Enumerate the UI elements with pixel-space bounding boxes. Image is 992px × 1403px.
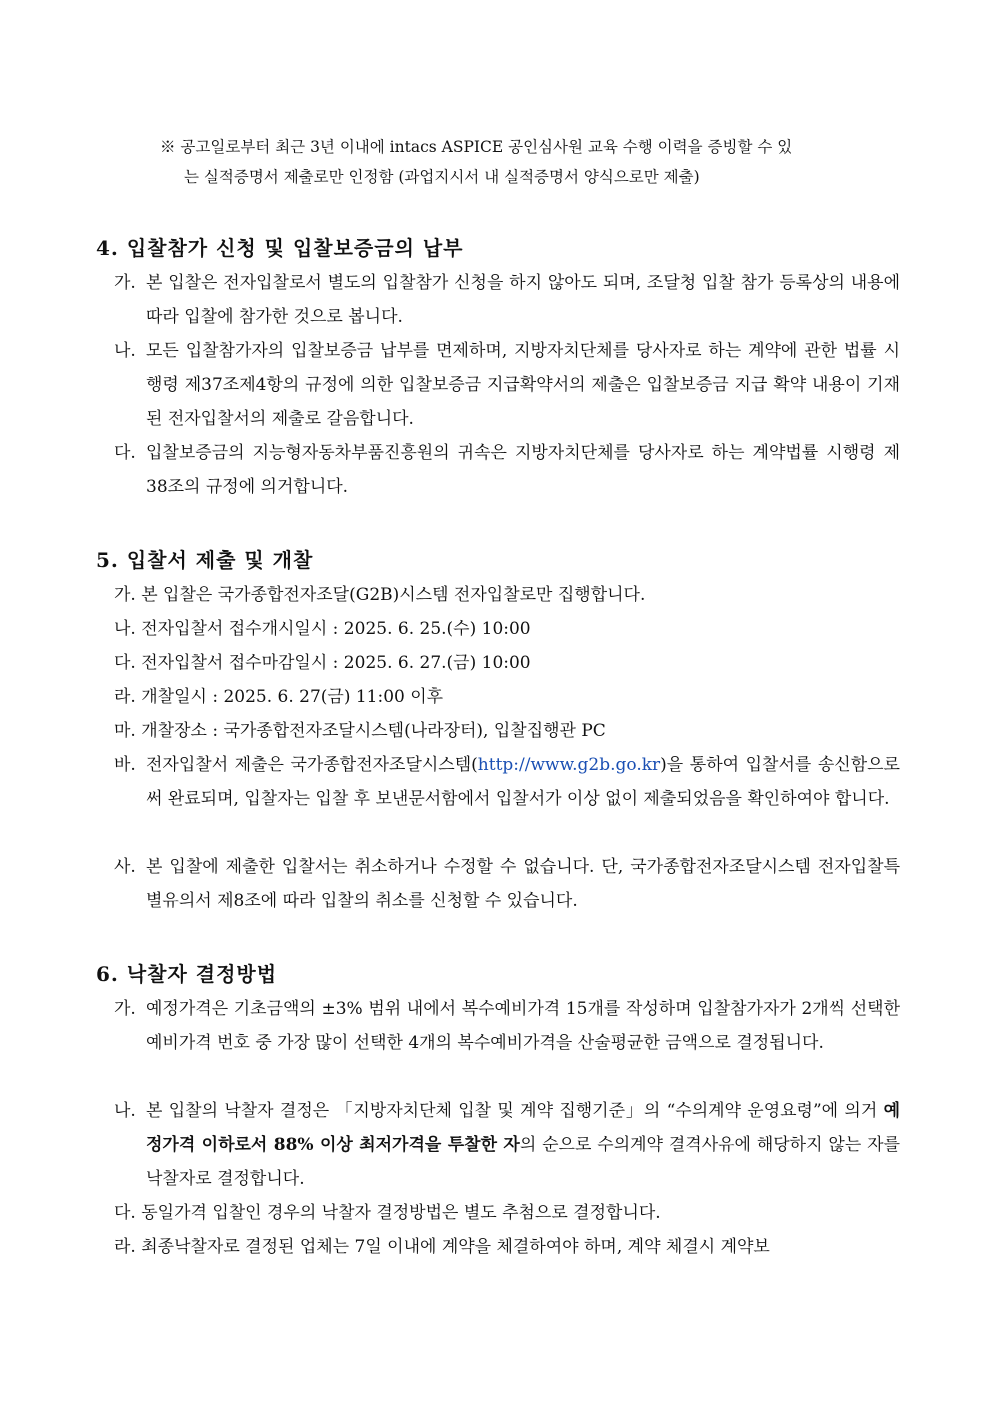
item-text: 예정가격은 기초금액의 ±3% 범위 내에서 복수예비가격 15개를 작성하며 입찰참가자가 2개씩 선택한 예비가격 번호 중 가장 많이 선택한 4개의 복수예비가격을 산술평균한 금액으로 결정됩니다. [146, 999, 900, 1053]
section-4-item-ga [114, 266, 900, 334]
item-text [114, 1094, 900, 1196]
item-marker: 가. [114, 999, 136, 1019]
section-6-item-na [114, 1094, 900, 1196]
section-5-line-ma: 마. 개찰장소 : 국가종합전자조달시스템(나라장터), 입찰집행관 PC [114, 721, 606, 741]
item-text: 본 입찰에 제출한 입찰서는 취소하거나 수정할 수 없습니다. 단, 국가종합전자조달시스템 전자입찰특별유의서 제8조에 따라 입찰의 취소를 신청할 수 있습니다. [146, 857, 900, 911]
item-text: 입찰보증금의 지능형자동차부품진흥원의 귀속은 지방자치단체를 당사자로 하는 계약법률 시행령 제38조의 규정에 의거합니다. [146, 443, 900, 497]
section-5-item-sa [114, 850, 900, 918]
item-text-post: 의 순으로 수의계약 결격사유에 해당하지 않는 자를 낙찰자로 결정합니다. [146, 1135, 900, 1189]
item-text-bold: 예정가격 이하로서 88% 이상 최저가격을 투찰한 자 [146, 1101, 900, 1155]
section-5-line-ra: 라. 개찰일시 : 2025. 6. 27(금) 11:00 이후 [114, 687, 444, 707]
item-text: 모든 입찰참가자의 입찰보증금 납부를 면제하며, 지방자치단체를 당사자로 하는 계약에 관한 법률 시행령 제37조제4항의 규정에 의한 입찰보증금 지급확약서의 제출은 입찰보증금 지급 확약 내용이 기재된 전자입찰서의 제출로 갈음합니다. [146, 341, 900, 429]
item-text-pre: 전자입찰서 제출은 국가종합전자조달시스템( [146, 755, 478, 775]
section-5-line-da: 다. 전자입찰서 접수마감일시 : 2025. 6. 27.(금) 10:00 [114, 653, 531, 673]
section-6-line-da: 다. 동일가격 입찰인 경우의 낙찰자 결정방법은 별도 추첨으로 결정합니다. [114, 1203, 661, 1223]
section-6-title: 6. 낙찰자 결정방법 [96, 962, 278, 986]
section-6-item-ga [114, 992, 900, 1060]
item-text [114, 748, 900, 816]
section-5-line-na: 나. 전자입찰서 접수개시일시 : 2025. 6. 25.(수) 10:00 [114, 619, 531, 639]
section-5-item-ba [114, 748, 900, 816]
section-6-line-ra: 라. 최종낙찰자로 결정된 업체는 7일 이내에 계약을 체결하여야 하며, 계약 체결시 계약보 [114, 1237, 770, 1257]
item-marker: 가. [114, 273, 136, 293]
section-4-item-na [114, 334, 900, 436]
item-text-pre: 본 입찰의 낙찰자 결정은 「지방자치단체 입찰 및 계약 집행기준」의 “수의계약 운영요령”에 의거 [146, 1101, 884, 1121]
item-marker: 사. [114, 857, 136, 877]
section-5-line-ga: 가. 본 입찰은 국가종합전자조달(G2B)시스템 전자입찰로만 집행합니다. [114, 585, 646, 605]
section-4-title: 4. 입찰참가 신청 및 입찰보증금의 납부 [96, 236, 464, 260]
item-text-post: )을 통하여 입찰서를 송신함으로써 완료되며, 입찰자는 입찰 후 보낸문서함에서 입찰서가 이상 없이 제출되었음을 확인하여야 합니다. [146, 755, 900, 809]
item-marker: 바. [114, 755, 136, 775]
item-marker: 다. [114, 443, 136, 463]
note-line-1: ※ 공고일로부터 최근 3년 이내에 intacs ASPICE 공인심사원 교육 수행 이력을 증빙할 수 있 [160, 138, 793, 156]
note-line-2: 는 실적증명서 제출로만 인정함 (과업지시서 내 실적증명서 양식으로만 제출) [184, 168, 700, 186]
eligibility-note [160, 132, 900, 192]
g2b-link[interactable]: http://www.g2b.go.kr [477, 755, 661, 775]
item-marker: 나. [114, 1101, 136, 1121]
section-4-item-da [114, 436, 900, 504]
item-marker: 나. [114, 341, 136, 361]
item-text: 본 입찰은 전자입찰로서 별도의 입찰참가 신청을 하지 않아도 되며, 조달청 입찰 참가 등록상의 내용에 따라 입찰에 참가한 것으로 봅니다. [146, 273, 900, 327]
section-5-title: 5. 입찰서 제출 및 개찰 [96, 548, 314, 572]
